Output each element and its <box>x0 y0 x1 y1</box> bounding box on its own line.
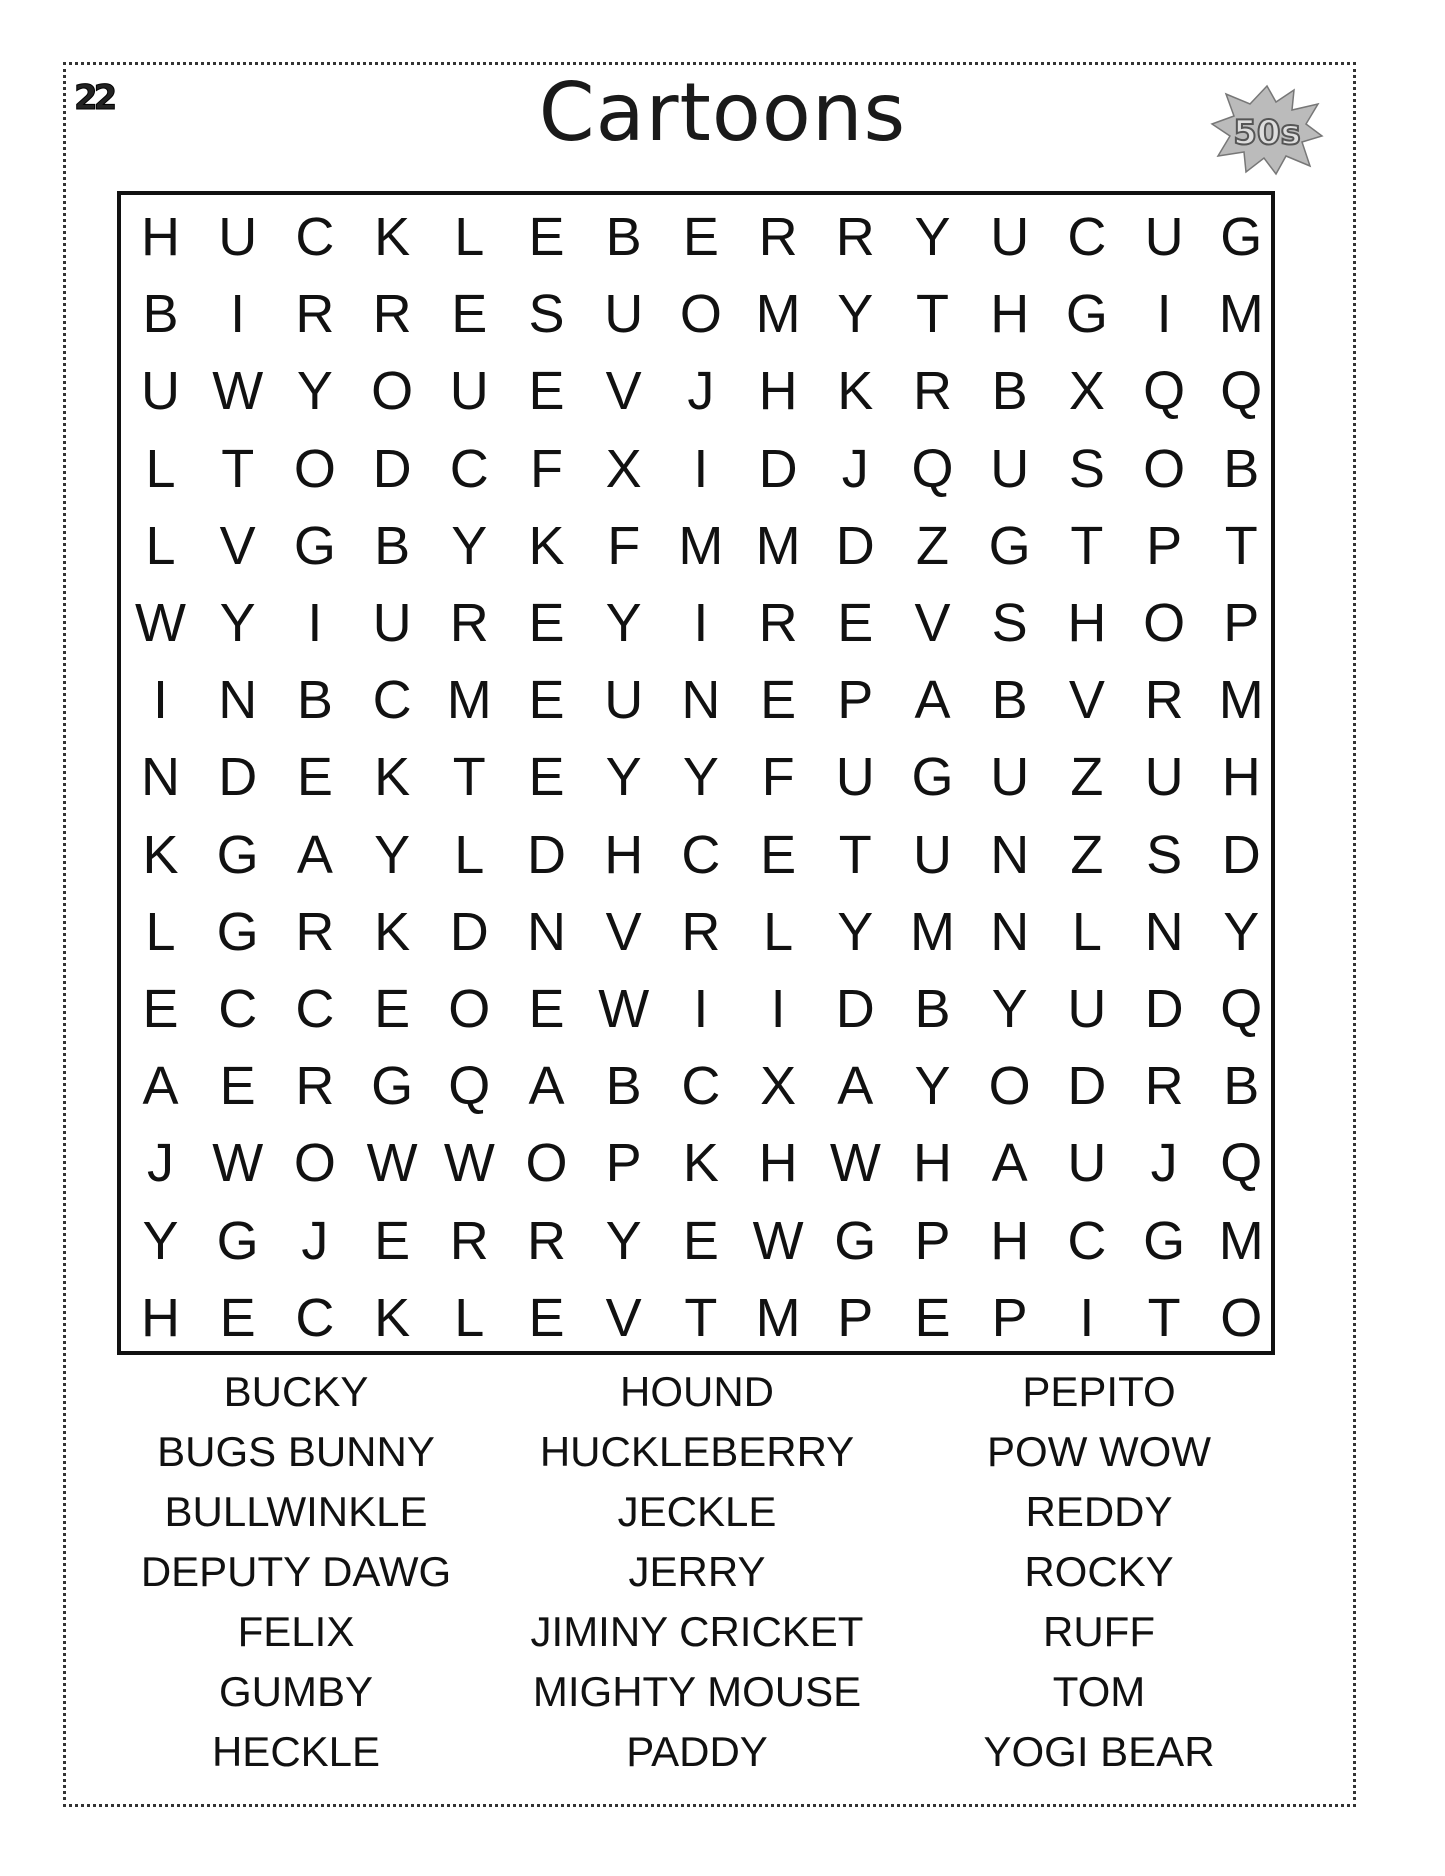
word-list-item: POW WOW <box>987 1428 1211 1475</box>
grid-letter[interactable]: E <box>682 1210 719 1271</box>
grid-row <box>121 1125 1271 1202</box>
grid-letter[interactable]: I <box>307 593 323 653</box>
grid-letter[interactable]: C <box>218 979 258 1039</box>
word-search-grid <box>117 191 1275 1355</box>
grid-letter[interactable]: E <box>451 284 488 345</box>
grid-letter[interactable]: V <box>605 1287 642 1348</box>
grid-letter[interactable]: U <box>1144 747 1184 808</box>
grid-letter[interactable]: V <box>605 901 642 962</box>
grid-letter[interactable]: O <box>525 1133 568 1194</box>
grid-row <box>121 508 1271 585</box>
grid-letter[interactable]: U <box>449 361 489 422</box>
grid-letter[interactable]: C <box>1067 207 1107 267</box>
grid-letter[interactable]: U <box>990 438 1030 499</box>
grid-letter[interactable]: E <box>528 593 565 653</box>
grid-letter[interactable]: K <box>682 1133 719 1194</box>
grid-letter[interactable]: D <box>758 438 798 499</box>
grid-letter[interactable]: D <box>1067 1056 1107 1117</box>
word-list-column <box>899 1362 1299 1782</box>
grid-letter[interactable]: Y <box>914 207 951 267</box>
grid-letter[interactable]: T <box>916 284 949 345</box>
grid-letter[interactable]: Z <box>916 515 949 576</box>
grid-letter[interactable]: Y <box>219 593 256 653</box>
grid-letter[interactable]: B <box>991 361 1028 422</box>
grid-letter[interactable]: E <box>760 824 797 885</box>
page-number: 22 <box>74 78 114 118</box>
word-list-item: TOM <box>1052 1668 1146 1715</box>
grid-letter[interactable]: R <box>295 1056 335 1117</box>
grid-letter[interactable]: Y <box>296 361 333 422</box>
grid-letter[interactable]: C <box>295 979 335 1039</box>
grid-letter[interactable]: D <box>1144 979 1184 1039</box>
grid-letter[interactable]: D <box>835 979 875 1039</box>
grid-letter[interactable]: J <box>841 438 869 499</box>
grid-row <box>121 1203 1271 1280</box>
grid-letter[interactable]: H <box>913 1133 952 1194</box>
grid-letter[interactable]: C <box>295 207 335 267</box>
grid-letter[interactable]: R <box>758 593 798 653</box>
grid-letter[interactable]: I <box>230 284 246 345</box>
grid-letter[interactable]: M <box>1218 1210 1264 1271</box>
grid-letter[interactable]: F <box>607 515 641 576</box>
grid-letter[interactable]: I <box>693 593 709 653</box>
word-list-item: BUGS BUNNY <box>157 1428 435 1475</box>
grid-letter[interactable]: M <box>755 284 801 345</box>
grid-letter[interactable]: O <box>988 1056 1031 1117</box>
grid-letter[interactable]: R <box>295 901 335 962</box>
word-list-item: PADDY <box>626 1728 768 1775</box>
grid-letter[interactable]: E <box>528 207 565 267</box>
grid-letter[interactable]: U <box>1067 1133 1107 1194</box>
grid-letter[interactable]: B <box>374 515 411 576</box>
grid-letter[interactable]: B <box>605 1056 642 1117</box>
grid-letter[interactable]: R <box>295 284 335 345</box>
grid-letter[interactable]: C <box>449 438 489 499</box>
grid-letter[interactable]: L <box>145 515 176 576</box>
grid-letter[interactable]: Y <box>1223 901 1260 962</box>
grid-letter[interactable]: I <box>152 670 168 731</box>
grid-letter[interactable]: U <box>990 207 1030 267</box>
grid-letter[interactable]: W <box>443 1133 495 1194</box>
grid-letter[interactable]: O <box>1220 1287 1263 1348</box>
grid-letter[interactable]: M <box>755 515 801 576</box>
grid-letter[interactable]: U <box>141 361 180 422</box>
grid-letter[interactable]: I <box>693 979 709 1039</box>
grid-letter[interactable]: L <box>763 901 794 962</box>
grid-letter[interactable]: Q <box>1220 1133 1263 1194</box>
grid-row <box>121 1048 1271 1125</box>
grid-letter[interactable]: P <box>991 1287 1028 1348</box>
grid-letter[interactable]: Y <box>837 901 874 962</box>
grid-letter[interactable]: X <box>605 438 642 499</box>
grid-letter[interactable]: S <box>991 593 1028 653</box>
grid-letter[interactable]: Q <box>1220 361 1263 422</box>
grid-letter[interactable]: A <box>528 1056 565 1117</box>
grid-letter[interactable]: E <box>914 1287 951 1348</box>
word-list-item: JERRY <box>628 1548 766 1595</box>
grid-letter[interactable]: Q <box>911 438 954 499</box>
grid-letter[interactable]: U <box>835 747 875 808</box>
grid-letter[interactable]: D <box>372 438 412 499</box>
grid-letter[interactable]: Y <box>605 747 642 808</box>
grid-letter[interactable]: C <box>681 1056 721 1117</box>
page-title: Cartoons <box>538 66 907 159</box>
grid-letter[interactable]: S <box>1146 824 1183 885</box>
word-list-item: BULLWINKLE <box>164 1488 428 1535</box>
grid-letter[interactable]: C <box>295 1287 335 1348</box>
word-list-item: HUCKLEBERRY <box>539 1428 855 1475</box>
grid-letter[interactable]: J <box>1150 1133 1178 1194</box>
grid-letter[interactable]: Y <box>605 1210 642 1271</box>
fifties-badge-icon <box>1210 84 1324 176</box>
grid-letter[interactable]: H <box>1221 747 1261 808</box>
grid-letter[interactable]: Y <box>991 979 1028 1039</box>
grid-letter[interactable]: G <box>834 1210 877 1271</box>
grid-letter[interactable]: O <box>448 979 491 1039</box>
word-list-item: HOUND <box>620 1368 774 1415</box>
grid-letter[interactable]: H <box>990 1210 1030 1271</box>
grid-letter[interactable]: R <box>835 207 875 267</box>
grid-letter[interactable]: A <box>296 824 333 885</box>
badge-text: 50s <box>1233 113 1301 153</box>
grid-row <box>121 276 1271 353</box>
grid-letter[interactable]: K <box>374 207 411 267</box>
word-list-item: ROCKY <box>1024 1548 1174 1595</box>
grid-letter[interactable]: E <box>760 670 797 731</box>
grid-letter[interactable]: B <box>914 979 951 1039</box>
grid-letter[interactable]: W <box>829 1133 881 1194</box>
grid-letter[interactable]: G <box>216 901 259 962</box>
grid-letter[interactable]: B <box>1223 1056 1260 1117</box>
grid-letter[interactable]: P <box>914 1210 951 1271</box>
grid-letter[interactable]: F <box>530 438 563 499</box>
grid-letter[interactable]: K <box>528 515 565 576</box>
grid-letter[interactable]: L <box>145 438 176 499</box>
grid-letter[interactable]: K <box>374 901 411 962</box>
grid-letter[interactable]: E <box>528 979 565 1039</box>
grid-letter[interactable]: K <box>374 1287 411 1348</box>
grid-letter[interactable]: T <box>221 438 255 499</box>
grid-letter[interactable]: Y <box>605 593 642 653</box>
grid-letter[interactable]: W <box>135 593 186 653</box>
grid-letter[interactable]: R <box>1144 670 1184 731</box>
grid-letter[interactable]: A <box>914 670 951 731</box>
grid-letter[interactable]: R <box>681 901 721 962</box>
grid-letter[interactable]: V <box>1068 670 1105 731</box>
grid-letter[interactable]: G <box>1220 207 1263 267</box>
grid-letter[interactable]: P <box>605 1133 642 1194</box>
grid-letter[interactable]: M <box>1218 284 1264 345</box>
grid-letter[interactable]: Z <box>1070 824 1104 885</box>
grid-letter[interactable]: Y <box>682 747 719 808</box>
grid-letter[interactable]: B <box>296 670 333 731</box>
word-list-item: PEPITO <box>1022 1368 1176 1415</box>
grid-letter[interactable]: O <box>293 438 336 499</box>
grid-letter[interactable]: V <box>219 515 256 576</box>
word-list-item: JIMINY CRICKET <box>530 1608 864 1655</box>
grid-letter[interactable]: G <box>371 1056 414 1117</box>
grid-letter[interactable]: U <box>372 593 412 653</box>
grid-letter[interactable]: E <box>682 207 719 267</box>
grid-letter[interactable]: I <box>693 438 709 499</box>
grid-row <box>121 199 1271 276</box>
grid-letter[interactable]: H <box>758 361 798 422</box>
grid-letter[interactable]: A <box>991 1133 1028 1194</box>
word-list-item: FELIX <box>237 1608 355 1655</box>
word-list-item: REDDY <box>1025 1488 1173 1535</box>
grid-letter[interactable]: U <box>1144 207 1184 267</box>
grid-letter[interactable]: N <box>990 824 1030 885</box>
grid-letter[interactable]: E <box>528 670 565 731</box>
grid-letter[interactable]: Q <box>1143 361 1186 422</box>
grid-letter[interactable]: R <box>449 593 489 653</box>
grid-letter[interactable]: R <box>913 361 952 422</box>
grid-letter[interactable]: Y <box>837 284 874 345</box>
grid-letter[interactable]: L <box>145 901 176 962</box>
grid-letter[interactable]: Q <box>1220 979 1263 1039</box>
grid-letter[interactable]: M <box>678 515 724 576</box>
grid-letter[interactable]: D <box>1221 824 1261 885</box>
grid-letter[interactable]: G <box>293 515 336 576</box>
grid-letter[interactable]: V <box>914 593 951 653</box>
grid-letter[interactable]: Y <box>451 515 488 576</box>
grid-letter[interactable]: I <box>770 979 786 1039</box>
word-list-item: DEPUTY DAWG <box>140 1548 452 1595</box>
grid-letter[interactable]: G <box>1065 284 1108 345</box>
grid-letter[interactable]: E <box>374 979 411 1039</box>
grid-letter[interactable]: E <box>374 1210 411 1271</box>
grid-letter[interactable]: O <box>1143 593 1186 653</box>
grid-letter[interactable]: W <box>752 1210 804 1271</box>
grid-letter[interactable]: R <box>372 284 412 345</box>
grid-letter[interactable]: K <box>837 361 874 422</box>
grid-letter[interactable]: C <box>372 670 412 731</box>
grid-letter[interactable]: R <box>1144 1056 1184 1117</box>
grid-letter[interactable]: H <box>141 1287 180 1348</box>
grid-letter[interactable]: O <box>1143 438 1186 499</box>
grid-row <box>121 431 1271 508</box>
grid-letter[interactable]: T <box>838 824 872 885</box>
grid-letter[interactable]: I <box>1079 1287 1095 1348</box>
grid-letter[interactable]: H <box>1067 593 1107 653</box>
grid-letter[interactable]: F <box>761 747 795 808</box>
grid-letter[interactable]: N <box>218 670 258 731</box>
grid-letter[interactable]: E <box>219 1287 256 1348</box>
grid-letter[interactable]: E <box>528 361 565 422</box>
grid-row <box>121 894 1271 971</box>
grid-letter[interactable]: L <box>454 1287 485 1348</box>
grid-row <box>121 1280 1271 1357</box>
grid-letter[interactable]: T <box>1147 1287 1181 1348</box>
grid-letter[interactable]: M <box>446 670 492 731</box>
grid-letter[interactable]: B <box>605 207 642 267</box>
grid-letter[interactable]: K <box>374 747 411 808</box>
word-list-item: MIGHTY MOUSE <box>532 1668 862 1715</box>
grid-letter[interactable]: U <box>913 824 952 885</box>
grid-letter[interactable]: U <box>1067 979 1107 1039</box>
grid-letter[interactable]: Y <box>374 824 411 885</box>
grid-letter[interactable]: A <box>837 1056 874 1117</box>
word-list-item: HECKLE <box>211 1728 381 1775</box>
grid-row <box>121 353 1271 430</box>
grid-letter[interactable]: N <box>1144 901 1184 962</box>
grid-letter[interactable]: H <box>604 824 644 885</box>
grid-letter[interactable]: X <box>1068 361 1105 422</box>
grid-letter[interactable]: W <box>212 1133 264 1194</box>
grid-letter[interactable]: M <box>755 1287 801 1348</box>
grid-row <box>121 585 1271 662</box>
grid-letter[interactable]: L <box>454 207 485 267</box>
grid-letter[interactable]: T <box>452 747 486 808</box>
grid-letter[interactable]: D <box>218 747 258 808</box>
grid-letter[interactable]: U <box>604 670 644 731</box>
grid-letter[interactable]: E <box>837 593 874 653</box>
grid-letter[interactable]: L <box>1071 901 1102 962</box>
grid-letter[interactable]: N <box>527 901 566 962</box>
grid-letter[interactable]: D <box>835 515 875 576</box>
grid-letter[interactable]: G <box>988 515 1031 576</box>
grid-letter[interactable]: G <box>216 1210 259 1271</box>
word-list-item: GUMBY <box>218 1668 373 1715</box>
grid-letter[interactable]: M <box>1218 670 1264 731</box>
grid-letter[interactable]: K <box>142 824 179 885</box>
grid-letter[interactable]: E <box>528 747 565 808</box>
grid-letter[interactable]: O <box>293 1133 336 1194</box>
word-list-column <box>96 1362 496 1782</box>
grid-letter[interactable]: U <box>604 284 644 345</box>
grid-letter[interactable]: J <box>147 1133 174 1194</box>
grid-letter[interactable]: U <box>218 207 258 267</box>
grid-row <box>121 817 1271 894</box>
grid-letter[interactable]: W <box>212 361 264 422</box>
grid-letter[interactable]: Y <box>142 1210 179 1271</box>
grid-letter[interactable]: I <box>1156 284 1172 345</box>
grid-row <box>121 739 1271 816</box>
grid-letter[interactable]: T <box>1070 515 1104 576</box>
grid-letter[interactable]: H <box>141 207 180 267</box>
grid-letter[interactable]: J <box>687 361 715 422</box>
grid-letter[interactable]: P <box>837 670 874 731</box>
grid-letter[interactable]: E <box>296 747 333 808</box>
grid-letter[interactable]: N <box>681 670 721 731</box>
grid-letter[interactable]: E <box>219 1056 256 1117</box>
grid-letter[interactable]: A <box>142 1056 179 1117</box>
grid-letter[interactable]: V <box>605 361 642 422</box>
grid-letter[interactable]: C <box>681 824 721 885</box>
grid-letter[interactable]: U <box>990 747 1030 808</box>
grid-letter[interactable]: B <box>142 284 179 345</box>
word-list-column <box>497 1362 897 1782</box>
grid-letter[interactable]: H <box>990 284 1030 345</box>
grid-letter[interactable]: X <box>760 1056 797 1117</box>
grid-row <box>121 662 1271 739</box>
word-list-item: RUFF <box>1043 1608 1155 1655</box>
grid-letter[interactable]: T <box>684 1287 718 1348</box>
grid-letter[interactable]: D <box>527 824 566 885</box>
grid-letter[interactable]: J <box>301 1210 329 1271</box>
grid-letter[interactable]: R <box>758 207 798 267</box>
word-list-item: JECKLE <box>617 1488 777 1535</box>
grid-letter[interactable]: H <box>758 1133 798 1194</box>
grid-letter[interactable]: S <box>528 284 565 345</box>
grid-letter[interactable]: R <box>449 1210 489 1271</box>
grid-letter[interactable]: N <box>141 747 180 808</box>
grid-letter[interactable]: Y <box>914 1056 951 1117</box>
grid-letter[interactable]: G <box>1143 1210 1186 1271</box>
grid-letter[interactable]: W <box>598 979 650 1039</box>
word-list-item: BUCKY <box>223 1368 369 1415</box>
grid-letter[interactable]: S <box>1068 438 1105 499</box>
grid-row <box>121 971 1271 1048</box>
grid-letter[interactable]: R <box>527 1210 566 1271</box>
grid-letter[interactable]: W <box>366 1133 418 1194</box>
grid-letter[interactable]: T <box>1224 515 1258 576</box>
grid-letter[interactable]: P <box>837 1287 874 1348</box>
grid-letter[interactable]: Q <box>448 1056 491 1117</box>
grid-letter[interactable]: G <box>216 824 259 885</box>
grid-letter[interactable]: B <box>1223 438 1260 499</box>
grid-letter[interactable]: P <box>1223 593 1260 653</box>
grid-letter[interactable]: L <box>454 824 485 885</box>
grid-letter[interactable]: M <box>910 901 955 962</box>
grid-letter[interactable]: D <box>449 901 489 962</box>
word-list-item: YOGI BEAR <box>983 1728 1215 1775</box>
grid-letter[interactable]: P <box>1146 515 1183 576</box>
grid-letter[interactable]: E <box>142 979 179 1039</box>
grid-letter[interactable]: O <box>371 361 414 422</box>
grid-letter[interactable]: B <box>991 670 1028 731</box>
grid-letter[interactable]: C <box>1067 1210 1107 1271</box>
grid-letter[interactable]: O <box>679 284 722 345</box>
grid-letter[interactable]: N <box>990 901 1030 962</box>
grid-letter[interactable]: E <box>528 1287 565 1348</box>
grid-letter[interactable]: G <box>911 747 954 808</box>
grid-letter[interactable]: Z <box>1070 747 1104 808</box>
